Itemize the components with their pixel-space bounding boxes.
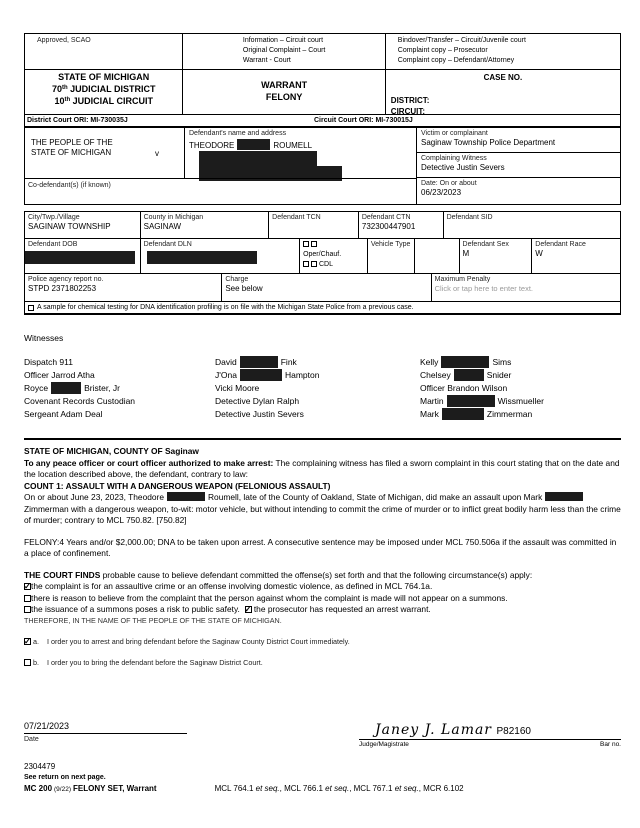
victim-value: Saginaw Township Police Department — [421, 138, 556, 147]
warrant-title: WARRANT — [261, 80, 308, 90]
witness-column-2 — [215, 356, 420, 421]
signature-row — [24, 721, 621, 748]
offense-date-cell — [417, 177, 620, 204]
redaction-box — [240, 369, 282, 381]
distribution-left-cell — [183, 34, 385, 69]
witness-item: Chelsey Snider — [420, 370, 512, 380]
max-penalty-label: Maximum Penalty — [434, 276, 491, 283]
circuit-court-ori: Circuit Court ORI: MI-730015J — [314, 117, 413, 124]
ctn-label: Defendant CTN — [361, 214, 411, 221]
cdl-checkbox-2[interactable] — [311, 261, 317, 267]
felony-penalty-paragraph: FELONY:4 Years and/or $2,000.00; DNA to be taken upon arrest. A consecutive sentence may be imposed under MCL 750.506a if the assault was committed in a place of confinement. — [24, 536, 617, 558]
state-of-michigan: STATE OF MICHIGAN — [58, 72, 150, 82]
finding-assaultive: ✓the complaint is for an assaultive crime or an offense involving domestic violence, as defined in MCL 764.1a. — [24, 581, 621, 593]
witness-item: Martin Wissmueller — [420, 396, 544, 406]
max-penalty-cell — [432, 274, 620, 301]
witness-list — [24, 356, 621, 421]
vehicle-type-cell — [368, 239, 460, 273]
redaction-box — [51, 382, 81, 394]
order-b-checkbox[interactable] — [24, 659, 31, 666]
legal-citations: MCL 764.1 et seq., MCL 766.1 et seq., MCL 767.1 et seq., MCR 6.102 — [214, 783, 464, 793]
form-code: MC 200 — [24, 783, 53, 793]
defendant-cell — [184, 128, 416, 178]
dna-sample-text: A sample for chemical testing for DNA identification profiling is on file with the Michigan State Police from a previous case. — [37, 304, 414, 311]
complaining-witness-value: Detective Justin Severs — [421, 162, 505, 172]
redaction-box — [237, 139, 270, 150]
signature-date-value: 07/21/2023 — [24, 721, 187, 734]
witnesses-title: Witnesses — [24, 333, 64, 343]
district-field-label: DISTRICT: — [390, 96, 430, 105]
warrant-body — [24, 446, 621, 669]
police-report-label: Police agency report no. — [28, 276, 104, 283]
distribution-item: Warrant - Court — [242, 57, 291, 64]
ori-row — [24, 115, 621, 128]
redaction-box — [545, 492, 583, 501]
details-table — [24, 211, 621, 315]
victim-label: Victim or complainant — [421, 130, 488, 137]
jurisdiction-heading: STATE OF MICHIGAN, COUNTY OF Saginaw — [24, 446, 199, 456]
police-report-value: STPD 2371802253 — [28, 284, 97, 293]
witness-column-3 — [420, 356, 621, 421]
judicial-circuit: 10th JUDICIAL CIRCUIT — [54, 96, 153, 106]
distribution-item: Bindover/Transfer – Circuit/Juvenile court — [397, 37, 526, 44]
redaction-box — [441, 356, 489, 368]
parties-table — [24, 128, 621, 205]
judicial-district: 70th JUDICIAL DISTRICT — [51, 84, 156, 94]
distribution-right-cell — [386, 34, 620, 69]
judge-signature-line — [359, 721, 621, 740]
assaultive-checkbox[interactable] — [24, 583, 31, 590]
witness-item: Sergeant Adam Deal — [24, 409, 103, 419]
felony-title: FELONY — [265, 92, 303, 102]
redaction-box-dob — [25, 251, 135, 264]
cdl-label: CDL — [318, 261, 333, 268]
county-label: County in Michigan — [143, 214, 204, 221]
redaction-box-dln — [147, 251, 257, 264]
case-number-cell — [386, 70, 620, 114]
sex-cell — [460, 239, 533, 273]
witness-item: David Fink — [215, 357, 297, 367]
redaction-box — [442, 408, 484, 420]
witness-item: Detective Dylan Ralph — [215, 396, 300, 406]
court-finds-paragraph: THE COURT FINDS probable cause to believe defendant committed the offense(s) set forth and that the following circumstance(s) apply: — [24, 569, 533, 580]
date-line-label: Date — [24, 735, 39, 743]
order-a: ✓ a. I order you to arrest and bring defendant before the Saginaw County District Court immediately. — [24, 636, 621, 648]
date-block — [24, 721, 187, 748]
city-label: City/Twp./Village — [28, 214, 80, 221]
case-no-label: CASE NO. — [483, 73, 523, 82]
chauf-checkbox[interactable] — [311, 241, 317, 247]
dln-cell — [141, 239, 300, 273]
sid-label: Defendant SID — [446, 214, 493, 221]
section-divider — [24, 438, 621, 440]
form-title: FELONY SET, Warrant — [73, 783, 157, 793]
parties-left — [25, 128, 416, 204]
ctn-value: 732300447901 — [361, 222, 416, 231]
no-appear-checkbox[interactable] — [24, 595, 31, 602]
police-report-cell — [25, 274, 222, 301]
witness-item: Mark Zimmerman — [420, 409, 533, 419]
court-name-cell — [25, 70, 183, 114]
county-value: SAGINAW — [143, 222, 182, 231]
judge-magistrate-label: Judge/Magistrate — [359, 740, 409, 748]
witness-item: Kelly Sims — [420, 357, 512, 367]
header-table — [24, 33, 621, 115]
form-content — [24, 33, 621, 793]
arrest-authorization-paragraph: To any peace officer or court officer authorized to make arrest: The complaining witness has filed a sworn complaint in this court stating that on the date and the location described above, the defendant, contrary to law: — [24, 457, 620, 479]
parties-right — [416, 128, 620, 204]
versus-label: v — [155, 149, 159, 158]
vehicle-type-label: Vehicle Type — [370, 241, 411, 248]
public-safety-checkbox[interactable] — [24, 606, 31, 613]
judge-signature-script: Janey J. Lamar — [375, 721, 493, 738]
dob-cell — [25, 239, 141, 273]
dob-label: Defendant DOB — [28, 241, 78, 248]
county-cell — [141, 212, 270, 238]
city-cell — [25, 212, 141, 238]
distribution-item: Original Complaint – Court — [242, 47, 326, 54]
finding-no-appear: there is reason to believe from the complaint that the person against whom the complaint is made will not appear on a summons. — [24, 593, 621, 605]
race-label: Defendant Race — [535, 241, 586, 248]
court-title-row — [25, 70, 620, 114]
race-value: W — [535, 249, 543, 258]
complaining-witness-label: Complaining Witness — [421, 154, 487, 162]
cdl-checkbox-1[interactable] — [303, 261, 309, 267]
charge-value: See below — [225, 284, 263, 293]
witness-item: Officer Jarrod Atha — [24, 370, 95, 380]
witness-item: Dispatch 911 — [24, 357, 73, 367]
footer-case-number: 2304479 — [24, 761, 56, 771]
witness-item: Covenant Records Custodian — [24, 396, 136, 406]
ctn-cell — [359, 212, 444, 238]
dna-sample-checkbox[interactable] — [28, 305, 34, 311]
distribution-row — [25, 34, 620, 70]
license-type-cell — [300, 239, 368, 273]
offense-date-label: Date: On or about — [421, 180, 477, 188]
order-a-checkbox[interactable] — [24, 638, 31, 645]
sid-cell — [444, 212, 620, 238]
approved-cell — [25, 34, 183, 69]
bar-no-label: Bar no. — [600, 740, 621, 748]
redaction-box-address — [199, 151, 317, 166]
sex-value: M — [462, 249, 470, 258]
distribution-item: Complaint copy – Prosecutor — [397, 47, 488, 54]
plaintiff-line: THE PEOPLE OF THE — [31, 138, 113, 147]
count-paragraph: On or about June 23, 2023, Theodore Roumell, late of the County of Oakland, State of Michigan, did make an assault upon MarkZimmerman with a dangerous weapon, to-wit: motor vehicle, but without intending to commit the crime of murder or to inflict great bodily harm less than the crime of murder; contrary to MCL 750.82. [750.82] — [24, 492, 621, 525]
approved-scao: Approved, SCAO — [37, 37, 91, 44]
form-revision: (9/22) — [54, 785, 71, 793]
prosecutor-request-checkbox[interactable] — [245, 606, 252, 613]
city-value: SAGINAW TOWNSHIP — [28, 222, 111, 231]
vehicle-type-divider — [414, 239, 415, 273]
redaction-box — [240, 356, 278, 368]
oper-checkbox[interactable] — [303, 241, 309, 247]
judge-signature-block — [359, 721, 621, 748]
distribution-item: Information – Circuit court — [242, 37, 324, 44]
district-court-ori: District Court ORI: MI-730035J — [27, 117, 128, 124]
circuit-field-label: CIRCUIT: — [390, 107, 426, 116]
return-note: See return on next page. — [24, 773, 106, 781]
tcn-cell — [269, 212, 359, 238]
tcn-label: Defendant TCN — [272, 214, 321, 221]
sex-label: Defendant Sex — [462, 241, 509, 248]
witness-item: Officer Brandon Wilson — [420, 383, 508, 393]
victim-cell — [417, 128, 620, 152]
finding-public-safety: the issuance of a summons poses a risk to public safety. ✓ the prosecutor has requested an arrest warrant. — [24, 604, 621, 616]
codefendant-label: Co-defendant(s) (if known) — [28, 182, 111, 189]
redaction-box — [447, 395, 495, 407]
redaction-box — [454, 369, 484, 381]
race-cell — [532, 239, 620, 273]
order-b: b. I order you to bring the defendant before the Saginaw District Court. — [24, 657, 621, 669]
warrant-type-cell — [183, 70, 385, 114]
count-heading: COUNT 1: ASSAULT WITH A DANGEROUS WEAPON (FELONIOUS ASSAULT) — [24, 480, 331, 491]
complaining-witness-cell — [417, 152, 620, 178]
dna-sample-row — [25, 302, 620, 314]
witness-column-1 — [24, 356, 215, 421]
charge-label: Charge — [225, 276, 249, 283]
defendant-name-label: Defendant's name and address — [189, 130, 287, 137]
max-penalty-input[interactable]: Click or tap here to enter text. — [434, 284, 534, 293]
offense-date-value: 06/23/2023 — [421, 188, 462, 198]
plaintiff-cell — [25, 128, 184, 178]
charge-cell — [222, 274, 431, 301]
defendant-name: THEODORE ROUMELL — [189, 141, 313, 150]
judge-bar-number: P82160 — [496, 725, 531, 737]
oper-chauf-label: Oper/Chauf. — [303, 251, 342, 258]
codefendant-cell — [25, 178, 416, 204]
plaintiff-line: STATE OF MICHIGAN — [31, 148, 112, 157]
distribution-item: Complaint copy – Defendant/Attorney — [397, 57, 515, 64]
witness-item: Vicki Moore — [215, 383, 260, 393]
witness-item: Detective Justin Severs — [215, 409, 304, 419]
therefore-clause: THEREFORE, IN THE NAME OF THE PEOPLE OF THE STATE OF MICHIGAN. — [24, 615, 282, 625]
witness-item: J'Ona Hampton — [215, 370, 320, 380]
witness-item: Royce Brister, Jr — [24, 383, 120, 393]
dln-label: Defendant DLN — [143, 241, 192, 248]
form-id-row — [24, 784, 621, 793]
redaction-box — [167, 492, 205, 501]
